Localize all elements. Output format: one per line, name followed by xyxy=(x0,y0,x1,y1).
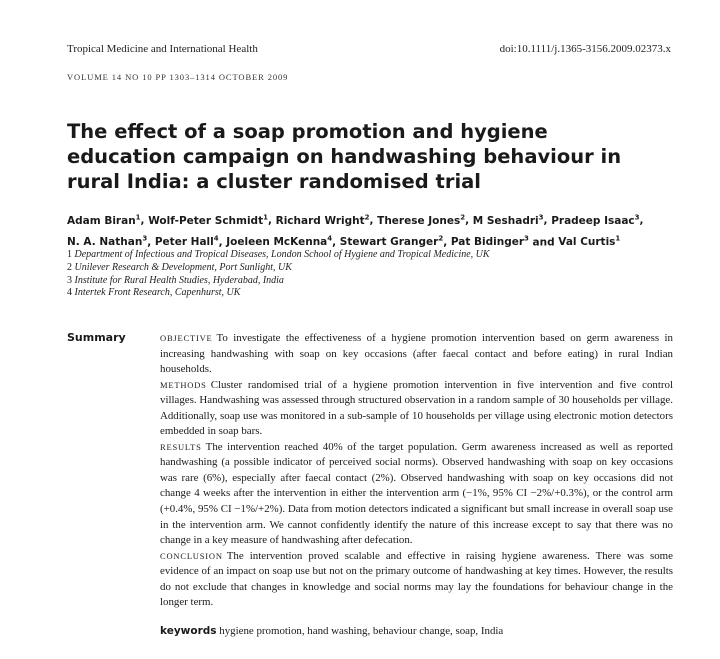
affiliation: 3 Institute for Rural Health Studies, Hyderabad, India xyxy=(67,274,284,286)
keywords-line xyxy=(160,625,673,637)
author: Joeleen McKenna$^4$ xyxy=(226,234,333,248)
objective-heading: OBJECTIVE xyxy=(160,333,213,343)
author: Val Curtis$^1$ xyxy=(558,234,621,248)
objective-paragraph: OBJECTIVE To investigate the effectiveness of a hygiene promotion intervention based on germ awareness in increasing handwashing with soap on key occasions (after faecal contact and before eating) in rural Indian households. xyxy=(160,332,673,376)
volume-line: VOLUME 14 NO 10 PP 1303–1314 OCTOBER 2009 xyxy=(67,72,289,82)
author: M Seshadri$^3$ xyxy=(472,213,544,227)
journal-name: Tropical Medicine and International Health xyxy=(67,43,258,55)
author: Stewart Granger$^2$ xyxy=(339,234,444,248)
author-list: Adam Biran$^1$, Wolf-Peter Schmidt$^1$, Richard Wright$^2$, Therese Jones$^2$, M Seshadri$^3$, Pradeep Isaac$^3$, N. A. Nathan$^3$, Peter Hall$^4$, Joeleen McKenna$^4$, Stewart Granger$^2$, Pat Bidinger$^3$ and Val Curtis$^1$ xyxy=(67,213,644,248)
summary-heading: Summary xyxy=(67,331,126,344)
affiliation: 4 Intertek Front Research, Capenhurst, UK xyxy=(67,287,241,299)
journal-header xyxy=(67,43,671,55)
conclusion-paragraph: CONCLUSION The intervention proved scalable and effective in raising hygiene awareness. There was some evidence of an impact on soap use but not on the primary outcome of handwashing at key times. However, the results do not exclude that changes in knowledge and social norms may lay the foundations for behaviour change in the longer term. xyxy=(160,549,673,609)
author: Pat Bidinger$^3$ xyxy=(450,234,529,248)
conclusion-heading: CONCLUSION xyxy=(160,550,223,561)
author: Therese Jones$^2$ xyxy=(377,213,466,227)
author: Peter Hall$^4$ xyxy=(154,234,219,248)
affiliation: 2 Unilever Research & Development, Port Sunlight, UK xyxy=(67,261,292,273)
affiliation: 1 Department of Infectious and Tropical Diseases, London School of Hygiene and Tropical Medicine, UK xyxy=(67,249,490,260)
affiliation-list xyxy=(67,249,667,300)
methods-heading: METHODS xyxy=(160,379,207,390)
results-heading: RESULTS xyxy=(160,441,202,452)
author: Richard Wright$^2$ xyxy=(275,213,370,227)
article-title: The effect of a soap promotion and hygiene education campaign on handwashing behaviour in rural India: a cluster randomised trial xyxy=(67,120,622,193)
methods-paragraph: METHODS Cluster randomised trial of a hygiene promotion intervention in five intervention and five control villages. Handwashing was assessed through structured observation in a random sample of 30 households per village. Additionally, soap use was monitored in a sub-sample of 10 households per village using electronic motion detectors embedded in soap bars. xyxy=(160,378,673,438)
results-paragraph: RESULTS The intervention reached 40% of the target population. Germ awareness increased as well as reported handwashing (a possible indicator of perceived social norms). Observed handwashing with soap on key occasions was rare (6%), especially after faecal contact (2%). Observed handwashing with soap on key occasions did not change 4 weeks after the intervention in either the intervention arm (−1%, 95% CI −2%/+0.3%), or the control arm (+0.4%, 95% CI −1%/+2%). Data from motion detectors indicated a significant but small increase in overall soap use in the intervention arm. We cannot confidently identify the nature of this increase except to say that there was no change in a key measure of handwashing after defecation. xyxy=(160,440,673,547)
doi-link[interactable]: doi:10.1111/j.1365-3156.2009.02373.x xyxy=(499,43,671,55)
summary-body xyxy=(160,331,673,611)
author: Adam Biran$^1$ xyxy=(67,213,141,227)
author: Pradeep Isaac$^3$ xyxy=(551,213,640,227)
author: N. A. Nathan$^3$ xyxy=(67,234,148,248)
keywords-text: hygiene promotion, hand washing, behaviour change, soap, India xyxy=(219,625,504,637)
keywords-label: keywords xyxy=(160,625,217,637)
author: Wolf-Peter Schmidt$^1$ xyxy=(148,213,268,227)
